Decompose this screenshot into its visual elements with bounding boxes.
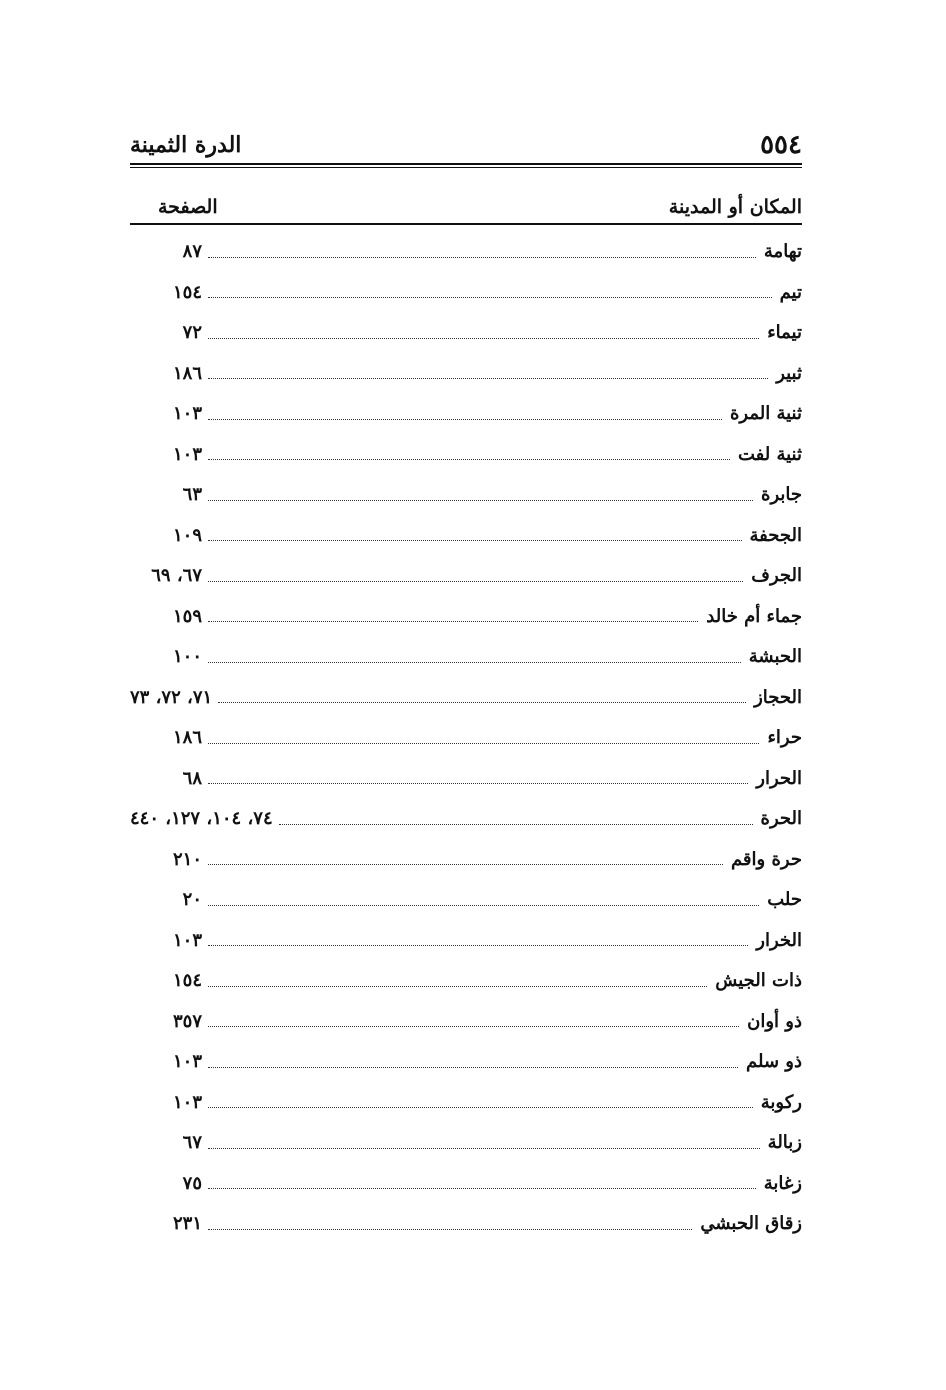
index-entry	[130, 1042, 802, 1083]
index-entry	[130, 718, 802, 759]
index-entry	[130, 1123, 802, 1164]
dot-leader	[208, 986, 707, 987]
index-entry	[130, 961, 802, 1002]
entry-name: الخرار	[756, 929, 802, 951]
index-entry	[130, 516, 802, 557]
entry-pages: ٦٧، ٦٩	[151, 565, 202, 587]
index-entry	[130, 313, 802, 354]
entry-pages: ٨٧	[182, 241, 202, 263]
index-entry	[130, 921, 802, 962]
entry-pages: ٧٢	[182, 322, 202, 344]
entry-pages: ٧٤، ١٠٤، ١٢٧، ٤٤٠	[130, 808, 273, 830]
index-entry	[130, 556, 802, 597]
entry-pages: ٦٣	[182, 484, 202, 506]
index-entry	[130, 1083, 802, 1124]
entry-pages: ١٠٣	[172, 443, 202, 465]
entry-pages: ٦٨	[182, 767, 202, 789]
dot-leader	[208, 1107, 753, 1108]
entry-pages: ١٠٣	[172, 403, 202, 425]
dot-leader	[208, 905, 759, 906]
index-entry	[130, 799, 802, 840]
entry-name: ذو سلم	[746, 1051, 802, 1073]
book-title: الدرة الثمينة	[130, 132, 242, 158]
entry-name: الحبشة	[748, 646, 802, 668]
dot-leader	[279, 824, 753, 825]
dot-leader	[208, 621, 698, 622]
dot-leader	[208, 945, 748, 946]
index-entry	[130, 475, 802, 516]
dot-leader	[208, 419, 722, 420]
entry-pages: ١٠٣	[172, 1051, 202, 1073]
entry-name: زبالة	[767, 1132, 802, 1154]
header-rule	[130, 163, 802, 165]
dot-leader	[208, 378, 768, 379]
entry-pages: ٢٣١	[172, 1213, 202, 1235]
entry-name: ثبير	[776, 362, 802, 384]
index-entries	[130, 232, 802, 1245]
entry-name: جابرة	[761, 484, 802, 506]
entry-pages: ٧٥	[182, 1172, 202, 1194]
entry-pages: ٦٧	[182, 1132, 202, 1154]
entry-name: حلب	[767, 889, 802, 911]
dot-leader	[208, 864, 723, 865]
dot-leader	[208, 459, 730, 460]
entry-pages: ٣٥٧	[172, 1010, 202, 1032]
entry-pages: ٢١٠	[172, 848, 202, 870]
entry-pages: ٢٠	[182, 889, 202, 911]
dot-leader	[208, 783, 748, 784]
page-number: ٥٥٤	[760, 130, 802, 160]
entry-name: الجرف	[751, 565, 802, 587]
index-entry	[130, 435, 802, 476]
running-head	[130, 128, 802, 164]
entry-name: تهامة	[763, 241, 802, 263]
entry-pages: ٧١، ٧٢، ٧٣	[130, 686, 213, 708]
index-entry	[130, 880, 802, 921]
index-entry	[130, 354, 802, 395]
dot-leader	[208, 1067, 738, 1068]
entry-pages: ١٥٤	[172, 970, 202, 992]
entry-pages: ١٥٤	[172, 281, 202, 303]
dot-leader	[218, 702, 746, 703]
entry-pages: ١٠٠	[172, 646, 202, 668]
index-entry	[130, 394, 802, 435]
entry-name: حرة واقم	[730, 848, 802, 870]
dot-leader	[208, 338, 759, 339]
entry-pages: ١٠٣	[172, 1091, 202, 1113]
index-entry	[130, 273, 802, 314]
entry-name: زقاق الحبشي	[700, 1213, 802, 1235]
entry-name: ذو أوان	[747, 1010, 802, 1032]
entry-name: الحرار	[756, 767, 802, 789]
entry-pages: ١٨٦	[172, 362, 202, 384]
dot-leader	[208, 1188, 756, 1189]
index-entry	[130, 678, 802, 719]
entry-name: حراء	[767, 727, 802, 749]
index-entry	[130, 232, 802, 273]
index-entry	[130, 1164, 802, 1205]
index-entry	[130, 637, 802, 678]
entry-name: الحجاز	[754, 686, 802, 708]
entry-name: ثنية لفت	[737, 443, 802, 465]
column-header-rule	[130, 223, 802, 225]
entry-name: ثنية المرة	[729, 403, 802, 425]
entry-name: تيماء	[767, 322, 802, 344]
index-entry	[130, 597, 802, 638]
dot-leader	[208, 581, 743, 582]
column-header-page: الصفحة	[158, 196, 218, 218]
dot-leader	[208, 1026, 739, 1027]
dot-leader	[208, 500, 753, 501]
dot-leader	[208, 743, 759, 744]
entry-name: زغابة	[763, 1172, 802, 1194]
dot-leader	[208, 662, 741, 663]
entry-name: ركوبة	[760, 1091, 802, 1113]
entry-pages: ١٠٩	[172, 524, 202, 546]
entry-name: الجحفة	[749, 524, 802, 546]
index-entry	[130, 759, 802, 800]
dot-leader	[208, 257, 756, 258]
entry-pages: ١٠٣	[172, 929, 202, 951]
dot-leader	[208, 1148, 760, 1149]
index-entry	[130, 1002, 802, 1043]
header-rule-thin	[130, 167, 802, 168]
entry-name: الحرة	[760, 808, 802, 830]
entry-name: تيم	[779, 281, 802, 303]
dot-leader	[208, 297, 772, 298]
dot-leader	[208, 1229, 692, 1230]
index-entry	[130, 840, 802, 881]
entry-pages: ١٨٦	[172, 727, 202, 749]
index-entry	[130, 1204, 802, 1245]
index-column-headers	[130, 192, 802, 222]
column-header-place: المكان أو المدينة	[668, 196, 802, 218]
entry-name: ذات الجيش	[715, 970, 802, 992]
entry-pages: ١٥٩	[172, 605, 202, 627]
dot-leader	[208, 540, 742, 541]
entry-name: جماء أم خالد	[706, 605, 802, 627]
